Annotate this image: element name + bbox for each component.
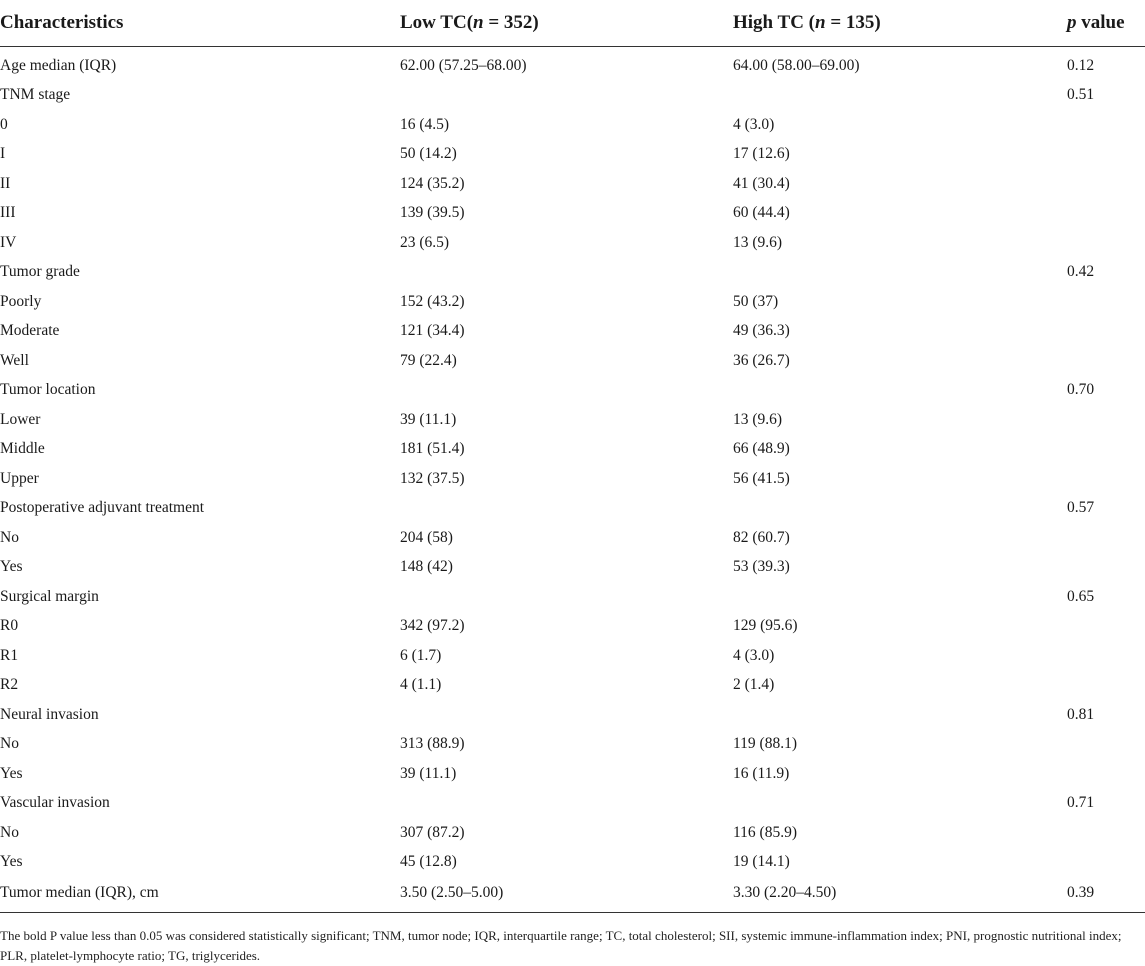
row-label: Postoperative adjuvant treatment <box>0 499 205 517</box>
header-characteristics: Characteristics <box>0 0 400 47</box>
low-tc-cell: 79 (22.4) <box>400 351 457 369</box>
p-value-cell: 0.12 <box>1067 56 1095 74</box>
table-footnote: The bold P value less than 0.05 was considered statistically significant; TNM, tumor node; IQR, interquartile range; TC, total cholesterol; SII, systemic immune-inflammation index; PNI, prognostic nutritional index; PLR, platelet-lymphocyte ratio; TG, triglycerides. <box>0 928 1122 963</box>
p-value-cell <box>1067 199 1145 229</box>
high-tc-cell: 56 (41.5) <box>733 469 790 487</box>
high-tc-cell: 3.30 (2.20–4.50) <box>733 877 1067 913</box>
low-tc-cell: 50 (14.2) <box>400 145 457 163</box>
header-high-tc: High TC (n = 135) <box>733 0 1067 47</box>
row-label: Yes <box>0 764 23 782</box>
row-label: No <box>0 528 19 546</box>
p-value-cell: 0.39 <box>1067 877 1145 913</box>
p-value-cell <box>1067 287 1145 317</box>
row-label: TNM stage <box>0 86 71 104</box>
p-value-cell <box>1067 346 1145 376</box>
row-label: R1 <box>0 646 19 664</box>
high-tc-cell: 16 (11.9) <box>733 764 790 782</box>
p-value-cell <box>1067 553 1145 583</box>
low-tc-cell <box>400 494 733 524</box>
low-tc-cell: 204 (58) <box>400 528 453 546</box>
high-tc-cell: 66 (48.9) <box>733 440 790 458</box>
row-label: Middle <box>0 440 45 458</box>
low-tc-cell: 39 (11.1) <box>400 410 457 428</box>
p-value-cell <box>1067 848 1145 878</box>
row-label: Tumor location <box>0 381 96 399</box>
p-value-cell <box>1067 228 1145 258</box>
table-row <box>0 730 1145 760</box>
high-tc-cell: 129 (95.6) <box>733 617 798 635</box>
high-tc-cell <box>733 494 1067 524</box>
row-label: Tumor median (IQR), cm <box>0 877 400 913</box>
low-tc-cell: 3.50 (2.50–5.00) <box>400 877 733 913</box>
table-row <box>0 317 1145 347</box>
table-row <box>0 405 1145 435</box>
high-tc-cell <box>733 258 1067 288</box>
row-label: Well <box>0 351 29 369</box>
table-row <box>0 228 1145 258</box>
low-tc-cell: 139 (39.5) <box>400 204 465 222</box>
high-tc-cell: 50 (37) <box>733 292 779 310</box>
high-tc-cell: 82 (60.7) <box>733 528 790 546</box>
table-body <box>0 47 1145 913</box>
table-row <box>0 789 1145 819</box>
table-row <box>0 523 1145 553</box>
p-value-cell <box>1067 317 1145 347</box>
p-value-cell <box>1067 435 1145 465</box>
low-tc-cell: 4 (1.1) <box>400 676 442 694</box>
high-tc-cell <box>733 582 1067 612</box>
high-tc-cell: 4 (3.0) <box>733 646 775 664</box>
row-label: IV <box>0 233 17 251</box>
table-row <box>0 169 1145 199</box>
table-row <box>0 287 1145 317</box>
p-value-cell <box>1067 140 1145 170</box>
table-row <box>0 140 1145 170</box>
p-value-cell: 0.65 <box>1067 587 1095 605</box>
low-tc-cell: 23 (6.5) <box>400 233 450 251</box>
low-tc-cell: 152 (43.2) <box>400 292 465 310</box>
table-row <box>0 759 1145 789</box>
header-p-value: p value <box>1067 0 1145 47</box>
p-value-cell: 0.71 <box>1067 794 1095 812</box>
table-row <box>0 494 1145 524</box>
row-label: Age median (IQR) <box>0 56 117 74</box>
low-tc-cell: 6 (1.7) <box>400 646 442 664</box>
header-low-tc: Low TC(n = 352) <box>400 0 733 47</box>
table-row <box>0 81 1145 111</box>
p-value-cell <box>1067 405 1145 435</box>
high-tc-cell: 49 (36.3) <box>733 322 790 340</box>
p-value-cell: 0.57 <box>1067 499 1095 517</box>
low-tc-cell <box>400 700 733 730</box>
table-row <box>0 110 1145 140</box>
row-label: Tumor grade <box>0 263 80 281</box>
high-tc-cell: 13 (9.6) <box>733 233 783 251</box>
table-row <box>0 553 1145 583</box>
high-tc-cell: 36 (26.7) <box>733 351 790 369</box>
low-tc-cell <box>400 582 733 612</box>
table-row <box>0 848 1145 878</box>
p-value-cell <box>1067 641 1145 671</box>
low-tc-cell: 148 (42) <box>400 558 453 576</box>
row-label: Lower <box>0 410 41 428</box>
low-tc-cell: 342 (97.2) <box>400 617 465 635</box>
row-label: R2 <box>0 676 19 694</box>
high-tc-cell: 116 (85.9) <box>733 823 797 841</box>
high-tc-cell <box>733 789 1067 819</box>
high-tc-cell <box>733 81 1067 111</box>
table-row <box>0 700 1145 730</box>
low-tc-cell: 16 (4.5) <box>400 115 450 133</box>
low-tc-cell: 45 (12.8) <box>400 853 457 871</box>
high-tc-cell: 53 (39.3) <box>733 558 790 576</box>
row-label: No <box>0 823 19 841</box>
p-value-cell <box>1067 464 1145 494</box>
row-label: Neural invasion <box>0 705 99 723</box>
low-tc-cell: 132 (37.5) <box>400 469 465 487</box>
row-label: I <box>0 145 6 163</box>
table-row <box>0 612 1145 642</box>
row-label: Vascular invasion <box>0 794 110 812</box>
p-value-cell: 0.42 <box>1067 263 1095 281</box>
high-tc-cell: 2 (1.4) <box>733 676 775 694</box>
table-row <box>0 435 1145 465</box>
table-row <box>0 47 1145 81</box>
table-row <box>0 199 1145 229</box>
high-tc-cell: 13 (9.6) <box>733 410 783 428</box>
row-label: Yes <box>0 558 23 576</box>
p-value-cell: 0.70 <box>1067 381 1095 399</box>
p-value-cell <box>1067 730 1145 760</box>
table-row <box>0 641 1145 671</box>
p-value-cell <box>1067 110 1145 140</box>
high-tc-cell: 64.00 (58.00–69.00) <box>733 56 860 74</box>
row-label: Yes <box>0 853 23 871</box>
low-tc-cell <box>400 789 733 819</box>
row-label: Upper <box>0 469 39 487</box>
high-tc-cell: 60 (44.4) <box>733 204 790 222</box>
p-value-cell: 0.81 <box>1067 705 1095 723</box>
low-tc-cell <box>400 258 733 288</box>
p-value-cell <box>1067 671 1145 701</box>
table-row <box>0 582 1145 612</box>
table-row <box>0 671 1145 701</box>
row-label: Poorly <box>0 292 42 310</box>
table-row <box>0 376 1145 406</box>
table-row <box>0 258 1145 288</box>
row-label: Surgical margin <box>0 587 99 605</box>
p-value-cell <box>1067 612 1145 642</box>
high-tc-cell: 119 (88.1) <box>733 735 797 753</box>
p-value-cell <box>1067 169 1145 199</box>
low-tc-cell: 121 (34.4) <box>400 322 465 340</box>
high-tc-cell: 19 (14.1) <box>733 853 790 871</box>
low-tc-cell: 39 (11.1) <box>400 764 457 782</box>
row-label: Moderate <box>0 322 60 340</box>
low-tc-cell: 124 (35.2) <box>400 174 465 192</box>
high-tc-cell: 41 (30.4) <box>733 174 790 192</box>
low-tc-cell: 307 (87.2) <box>400 823 465 841</box>
p-value-cell: 0.51 <box>1067 86 1095 104</box>
table-row <box>0 464 1145 494</box>
high-tc-cell <box>733 376 1067 406</box>
p-value-cell <box>1067 523 1145 553</box>
table-row <box>0 346 1145 376</box>
row-label: No <box>0 735 19 753</box>
table-row <box>0 877 1145 913</box>
high-tc-cell: 17 (12.6) <box>733 145 790 163</box>
low-tc-cell <box>400 81 733 111</box>
row-label: 0 <box>0 115 8 133</box>
high-tc-cell <box>733 700 1067 730</box>
table-header-row <box>0 0 1145 47</box>
p-value-cell <box>1067 818 1145 848</box>
low-tc-cell: 62.00 (57.25–68.00) <box>400 56 527 74</box>
row-label: II <box>0 174 11 192</box>
row-label: III <box>0 204 16 222</box>
table-row <box>0 818 1145 848</box>
row-label: R0 <box>0 617 19 635</box>
p-value-cell <box>1067 759 1145 789</box>
low-tc-cell: 313 (88.9) <box>400 735 465 753</box>
low-tc-cell: 181 (51.4) <box>400 440 465 458</box>
low-tc-cell <box>400 376 733 406</box>
high-tc-cell: 4 (3.0) <box>733 115 775 133</box>
